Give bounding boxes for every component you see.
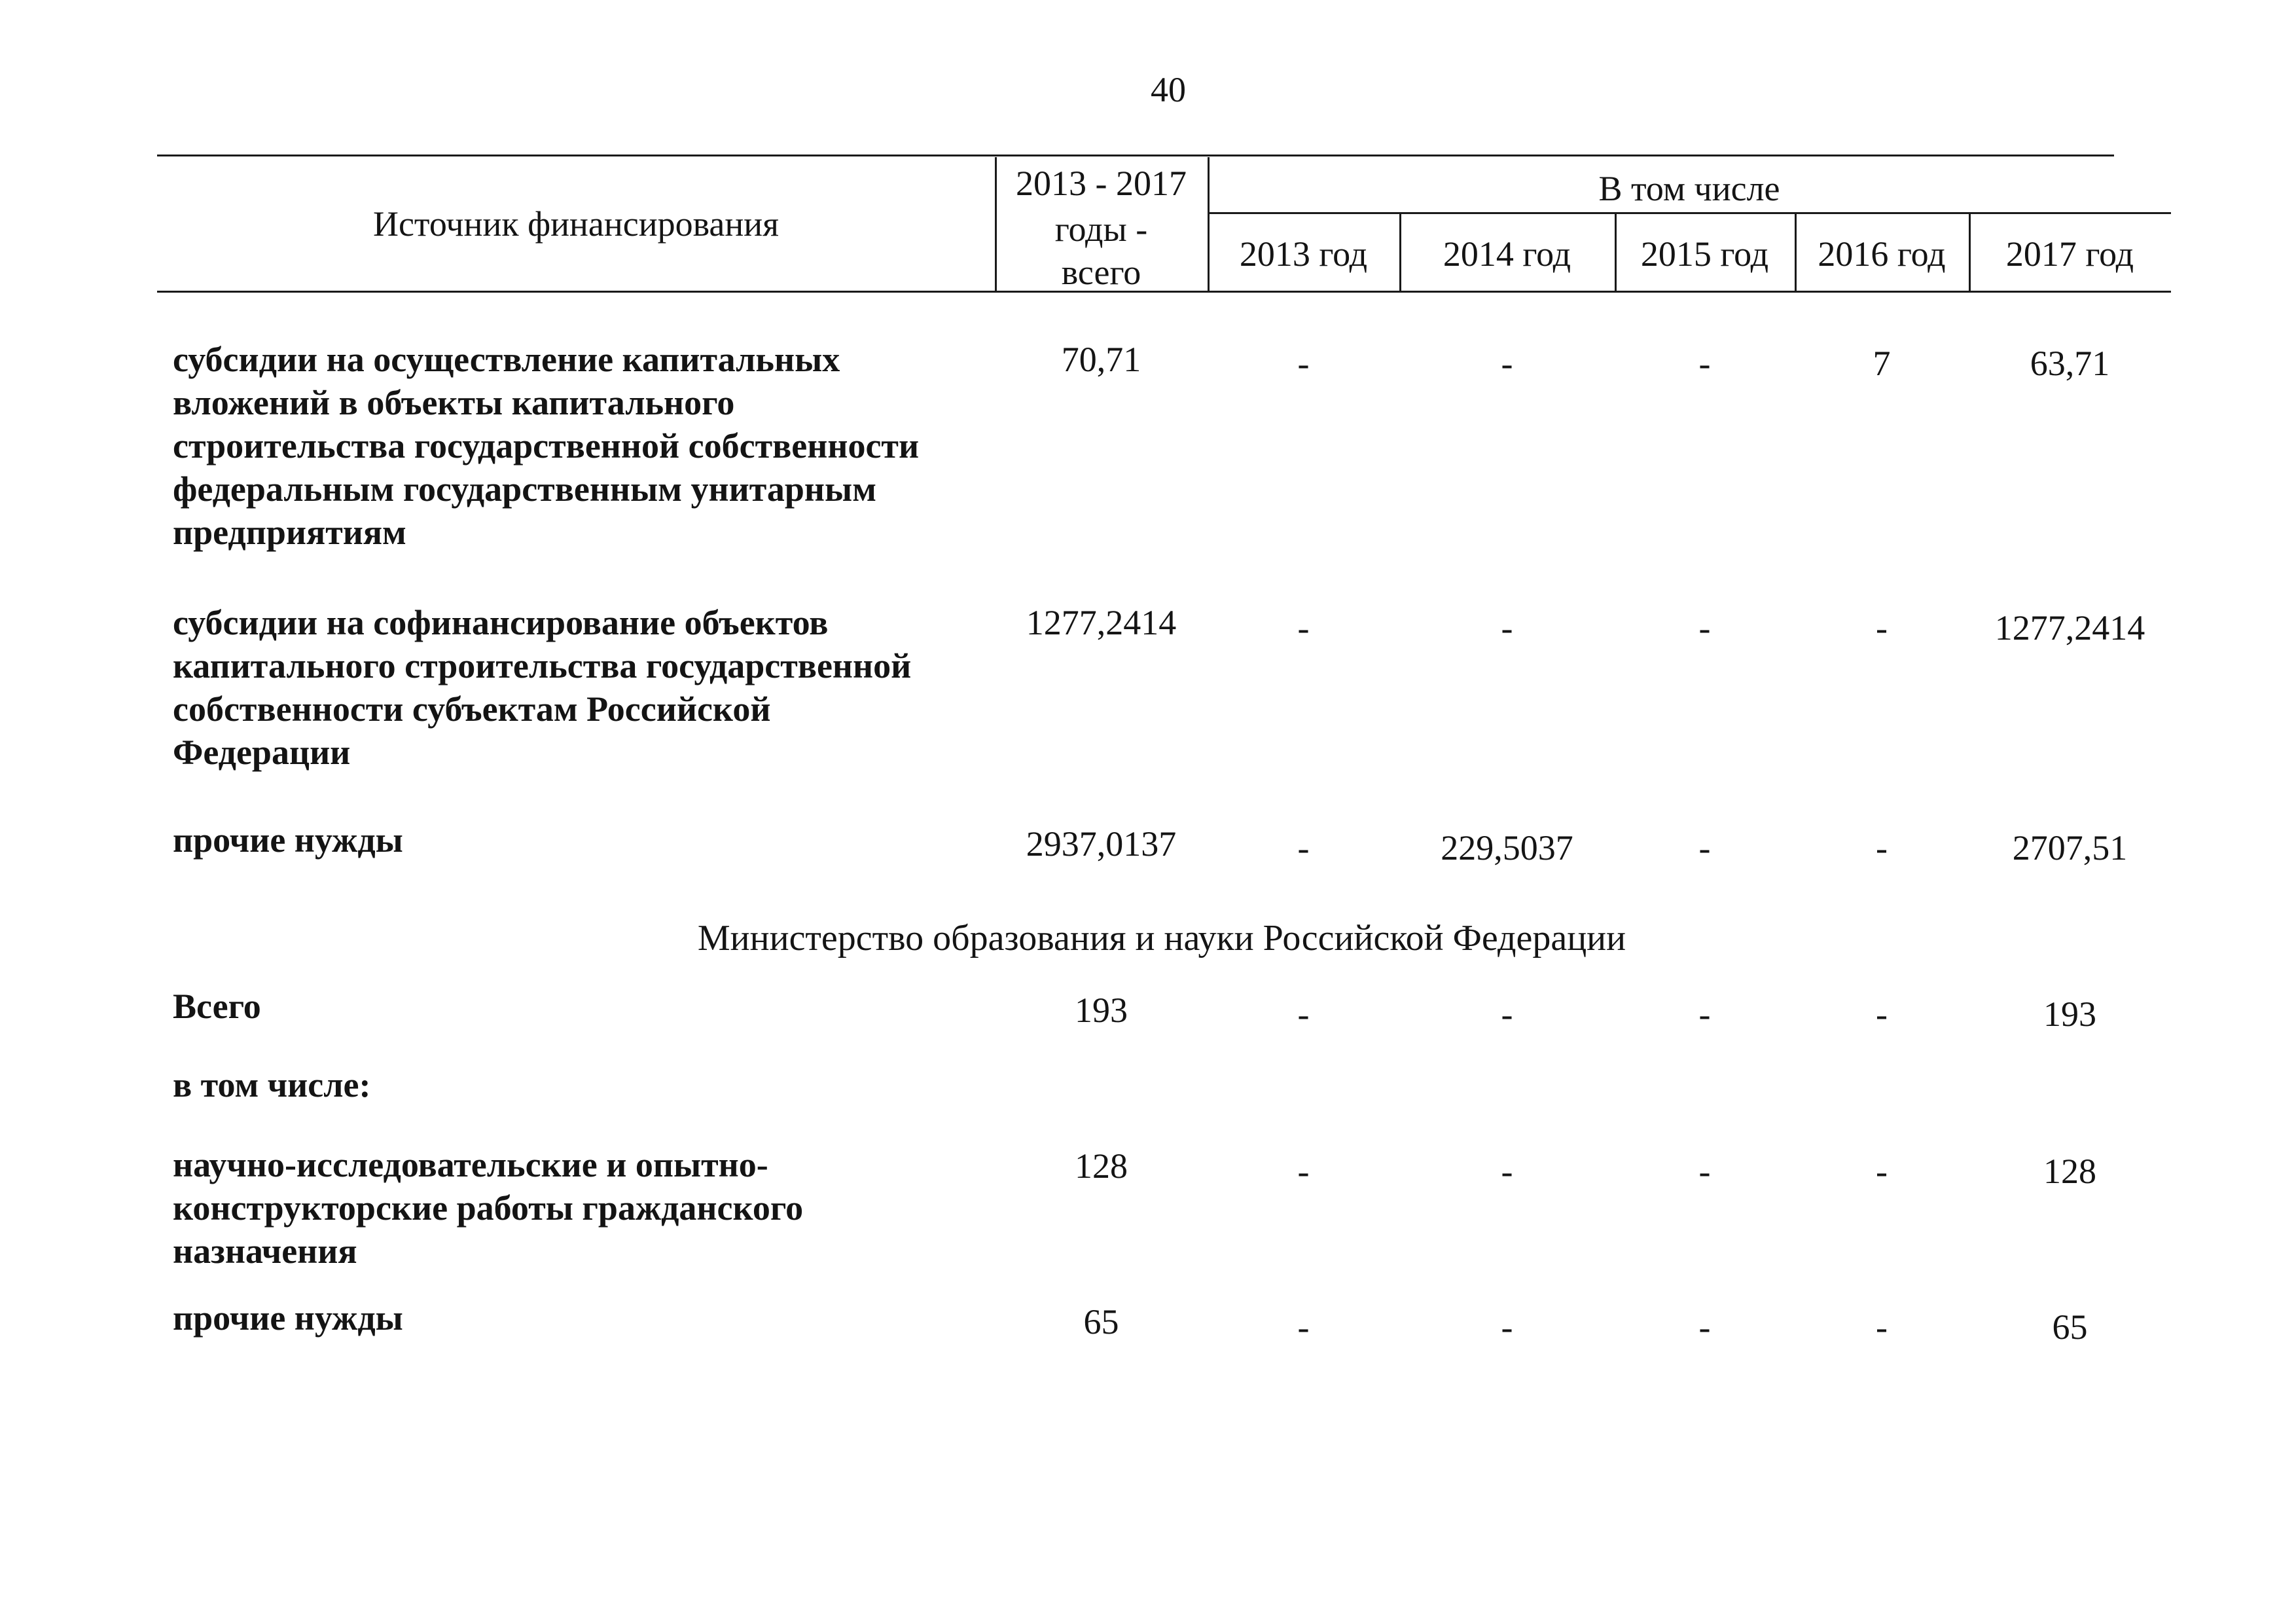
row-value-2015: - <box>1698 1307 1711 1347</box>
page-number: 40 <box>1151 70 1186 109</box>
header-total-line-3: всего <box>1061 253 1141 292</box>
row-label-line: строительства государственной собственности <box>173 426 920 465</box>
row-label <box>173 818 991 862</box>
header-year-2014: 2014 год <box>1443 234 1571 274</box>
row-value-2015: - <box>1698 608 1711 647</box>
row-label <box>173 338 991 554</box>
row-value-2016: - <box>1876 828 1888 867</box>
row-label-line: федеральным государственным унитарным <box>173 469 876 509</box>
row-value-2014: - <box>1501 1307 1513 1347</box>
row-label-line: конструкторские работы гражданского <box>173 1188 804 1228</box>
row-value-2014: - <box>1501 1152 1513 1191</box>
header-group-rule <box>1208 212 2171 214</box>
row-label-line: собственности субъектам Российской <box>173 689 771 729</box>
row-total-value: 65 <box>1083 1302 1119 1341</box>
row-label-line: предприятиям <box>173 513 406 552</box>
row-value-2015: - <box>1698 344 1711 383</box>
row-value-2013: - <box>1297 608 1310 647</box>
row-label-line: назначения <box>173 1231 357 1271</box>
row-label-line: капитального строительства государственной <box>173 646 912 685</box>
header-group-label: В том числе <box>1598 169 1780 208</box>
row-value-2014: - <box>1501 344 1513 383</box>
row-value-2013: - <box>1297 828 1310 867</box>
header-year-2017: 2017 год <box>2005 234 2134 274</box>
row-label <box>173 1143 991 1273</box>
row-value-2017: 1277,2414 <box>1994 608 2145 647</box>
row-total-value: 70,71 <box>1061 340 1141 379</box>
header-year-2015: 2015 год <box>1640 234 1769 274</box>
row-value-2015: - <box>1698 828 1711 867</box>
row-value-2016: - <box>1876 1152 1888 1191</box>
row-total-value: 128 <box>1075 1146 1128 1186</box>
header-source-column: Источник финансирования <box>372 204 780 244</box>
row-value-2016: 7 <box>1873 344 1891 383</box>
row-total-value: 1277,2414 <box>1026 603 1177 642</box>
row-label-line: в том числе: <box>173 1065 371 1104</box>
row-label <box>173 985 991 1028</box>
row-label-line: прочие нужды <box>173 820 403 860</box>
row-label-line: Всего <box>173 987 261 1026</box>
row-value-2013: - <box>1297 994 1310 1034</box>
row-total-value: 2937,0137 <box>1026 824 1177 864</box>
row-value-2013: - <box>1297 1307 1310 1347</box>
header-total-line-1: 2013 - 2017 <box>1016 164 1187 203</box>
row-total-value: 193 <box>1075 991 1128 1030</box>
row-value-2014: - <box>1501 608 1513 647</box>
row-value-2016: - <box>1876 608 1888 647</box>
header-year-2016: 2016 год <box>1818 234 1946 274</box>
header-year-2013: 2013 год <box>1239 234 1368 274</box>
row-value-2013: - <box>1297 1152 1310 1191</box>
row-value-2017: 128 <box>2043 1152 2096 1191</box>
row-value-2016: - <box>1876 1307 1888 1347</box>
row-value-2016: - <box>1876 994 1888 1034</box>
row-value-2013: - <box>1297 344 1310 383</box>
row-value-2015: - <box>1698 994 1711 1034</box>
header-total-line-2: годы - <box>1054 210 1148 249</box>
row-label-line: субсидии на софинансирование объектов <box>173 603 829 642</box>
row-label <box>173 1296 991 1340</box>
row-value-2017: 193 <box>2043 994 2096 1034</box>
row-value-2014: 229,5037 <box>1441 828 1573 867</box>
row-label <box>173 1063 991 1106</box>
row-value-2017: 63,71 <box>2030 344 2110 383</box>
row-value-2015: - <box>1698 1152 1711 1191</box>
row-label-line: вложений в объекты капитального <box>173 383 735 422</box>
row-label-line: субсидии на осуществление капитальных <box>173 340 840 379</box>
header-top-rule <box>157 155 2114 156</box>
row-label-line: научно-исследовательские и опытно- <box>173 1145 768 1184</box>
row-value-2017: 65 <box>2052 1307 2088 1347</box>
row-value-2017: 2707,51 <box>2012 828 2128 867</box>
row-label-line: прочие нужды <box>173 1298 403 1338</box>
section-title: Министерство образования и науки Российской Федерации <box>697 918 1626 958</box>
row-label <box>173 601 991 774</box>
row-label-line: Федерации <box>173 733 351 772</box>
row-value-2014: - <box>1501 994 1513 1034</box>
